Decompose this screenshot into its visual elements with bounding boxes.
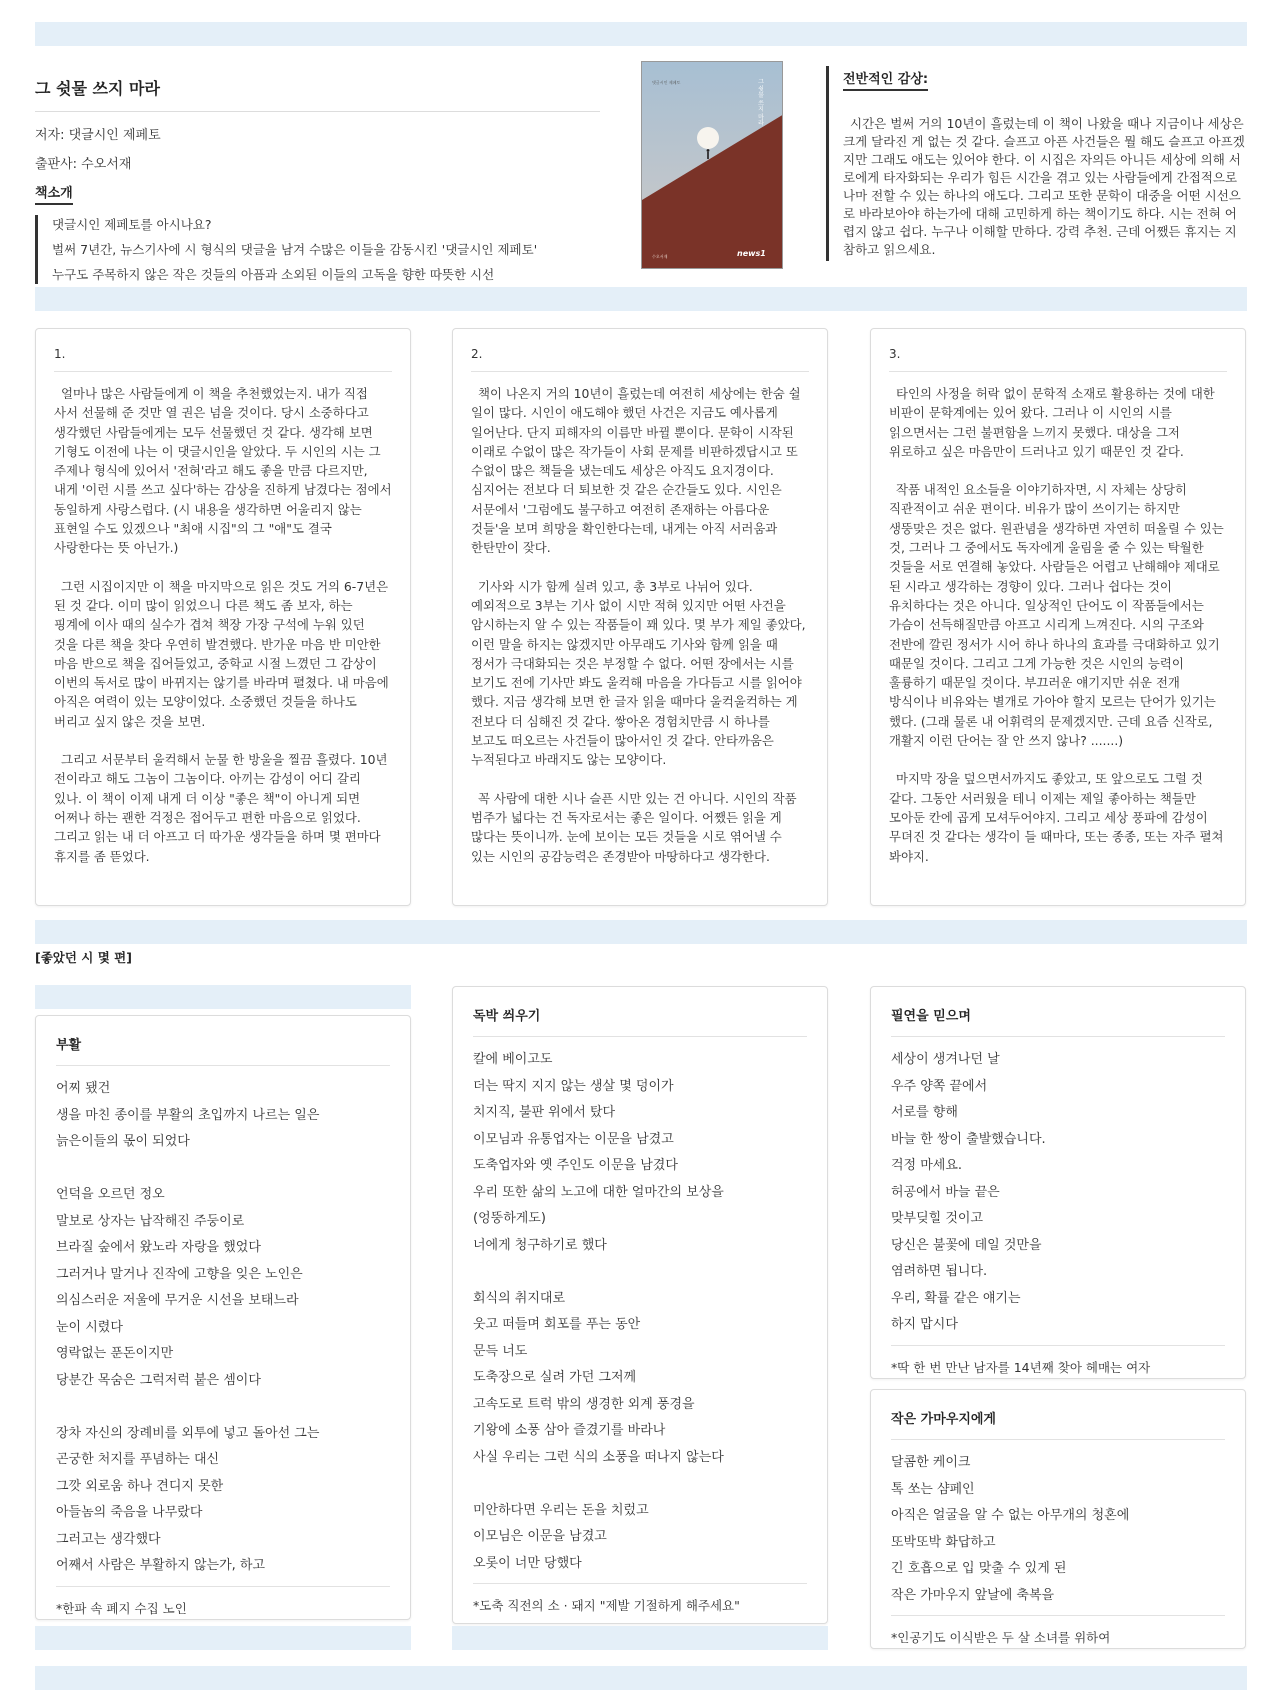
stanza-break — [56, 1156, 390, 1183]
review-card — [35, 328, 411, 906]
review-number: 2. — [471, 347, 809, 372]
poem-line: 우주 양쪽 끝에서 — [891, 1078, 988, 1094]
poem-line: 당신은 불꽃에 데일 것만을 — [891, 1237, 1042, 1253]
decorative-band — [35, 1666, 1247, 1690]
stanza-break — [56, 1394, 390, 1421]
stanza-break — [473, 1471, 807, 1498]
poem-line: 오롯이 너만 당했다 — [473, 1555, 582, 1571]
poem-line: 브라질 숲에서 왔노라 자랑을 했었다 — [56, 1240, 261, 1255]
poem-line: 의심스러운 저울에 무거운 시선을 보태느라 — [56, 1293, 299, 1308]
poem-line: 너에게 청구하기로 했다 — [473, 1237, 607, 1253]
poem-lines — [56, 1076, 390, 1580]
stanza-break — [473, 1259, 807, 1286]
poem-line: (엉뚱하게도) — [473, 1211, 546, 1226]
poem-line: 그러고는 생각했다 — [56, 1531, 161, 1547]
poem-title: 작은 가마우지에게 — [891, 1404, 1225, 1440]
cover-small-text: 댓글시인 제페토 — [652, 80, 681, 85]
cover-title-text: 그 쉿물 쓰지 마라 — [756, 78, 764, 126]
decorative-band — [35, 287, 1247, 311]
poem-line: 아직은 얼굴을 알 수 없는 아무개의 청혼에 — [891, 1508, 1130, 1523]
book-title: 그 쉿물 쓰지 마라 — [35, 66, 600, 112]
favorites-label: [좋았던 시 몇 편] — [35, 950, 132, 965]
poem-title: 독박 씌우기 — [473, 1001, 807, 1037]
intro-quote — [35, 215, 600, 284]
review-paragraph: 그리고 서문부터 울컥해서 눈물 한 방울을 찔끔 흘렸다. 10년 전이라고 해도 그놈이 그놈이다. 아끼는 감성이 어디 갈리 있나. 이 책이 이제 내게 더 이상 "좋은 책"이 아니게 되면 어쩌나 하는 괜한 걱정은 접어두고 편한 마음으로 읽었다. 그리고 읽는 내 더 아프고 더 따가운 생각들을 하며 몇 편마다 휴지를 좀 뜯었다. — [54, 752, 388, 864]
review-paragraph: 꼭 사람에 대한 시나 슬픈 시만 있는 건 아니다. 시인의 작품 범주가 넓다는 건 독자로서는 좋은 일이다. 어쨌든 읽을 게 많다는 뜻이니까. 눈에 보이는 모든 것들을 시로 엮어낼 수 있는 시인의 공감능력은 존경받아 마땅하다고 생각한다. — [471, 790, 797, 864]
poem-line: 어찌 됐건 — [56, 1081, 111, 1096]
review-paragraph: 작품 내적인 요소들을 이야기하자면, 시 자체는 상당히 직관적이고 쉬운 편이다. 비유가 많이 쓰이기는 하지만 생뚱맞은 것은 없다. 원관념을 생각하면 자연히 떠올릴 수 있는 것, 그러나 그 중에서도 독자에게 울림을 줄 수 있는 탁월한 것들을 서로 연결해 놓았다. 사람들은 어렵고 난해해야 제대로 된 시라고 생각하는 경향이 있다. 그러나 쉽다는 것이 유치하다는 것은 아니다. 일상적인 단어도 이 작품들에서는 가슴이 선득해질만큼 아프고 시리게 느껴진다. 시의 구조와 전반에 깔린 정서가 시어 하나 하나의 효과를 극대화하고 있기 때문일 것이다. 그리고 그게 가능한 것은 시인의 능력이 훌륭하기 때문일 것이다. 부끄러운 얘기지만 쉬운 전개 방식이나 비유와는 별개로 가아야 할지 모르는 단어가 있기는 했다. (그래 물론 내 어휘력의 문제겠지만. 근데 요즘 신작로, 개활지 이런 단어는 잘 안 쓰지 않나? .......) — [889, 482, 1224, 749]
decorative-band — [35, 1626, 411, 1650]
poem-note: *딱 한 번 만난 남자를 14년째 찾아 헤매는 여자 — [891, 1345, 1225, 1376]
book-info — [35, 66, 600, 284]
review-number: 1. — [54, 347, 392, 372]
poem-line: 서로를 향해 — [891, 1105, 958, 1120]
poem-line: 눈이 시렸다 — [56, 1319, 123, 1335]
intro-line: 누구도 주목하지 않은 작은 것들의 아픔과 소외된 이들의 고독을 향한 따뜻한 시선 — [52, 267, 495, 282]
review-paragraph: 기사와 시가 함께 실려 있고, 총 3부로 나뉘어 있다. 예외적으로 3부는 기사 없이 시만 적혀 있지만 어떤 사건을 암시하는지 알 수 있는 작품들이 꽤 있다. 몇 부가 제일 좋았다, 이런 말을 하지는 않겠지만 아무래도 기사와 함께 읽을 때 정서가 극대화되는 것은 부정할 수 없다. 어떤 장에서는 시를 보기도 전에 기사만 봐도 울컥해 마음을 가다듬고 시를 읽어야 했다. 지금 생각해 보면 한 글자 읽을 때마다 울컥울컥하는 게 전보다 더 심해진 것 같다. 쌓아온 경험치만큼 시 하나를 보고도 떠오르는 사건들이 많아서인 것 같다. 안타까움은 누적된다고 바래지도 않는 모양이다. — [471, 578, 806, 768]
poem-line: 문득 너도 — [473, 1343, 528, 1359]
poem-line: 우리 또한 삶의 노고에 대한 얼마간의 보상을 — [473, 1184, 724, 1200]
review-card — [452, 328, 828, 906]
decorative-band — [35, 22, 1247, 46]
poem-line: 또박또박 화답하고 — [891, 1534, 996, 1550]
poem-card — [452, 986, 828, 1624]
poem-line: 어째서 사람은 부활하지 않는가, 하고 — [56, 1558, 266, 1573]
news-logo: news1 — [737, 249, 766, 258]
overall-heading: 전반적인 감상: — [843, 68, 928, 91]
poem-line: 웃고 떠들며 회포를 푸는 동안 — [473, 1317, 641, 1332]
overall-body: 시간은 벌써 거의 10년이 흘렀는데 이 책이 나왔을 때나 지금이나 세상은 크게 달라진 게 없는 것 같다. 슬프고 아픈 사건들은 뭘 해도 슬프고 아프겠지만 그래도 애도는 있어야 한다. 이 시집은 자의든 아니든 세상에 의해 서로에게 타자화되는 우리가 힘든 시간을 겪고 있는 사람들에게 간접적으로나마 전할 수 있는 하나의 애도다. 그리고 또한 문학이 대중을 어떤 시선으로 바라보아야 하는가에 대해 고민하게 하는 책이기도 하다. 시는 전혀 어렵지 않고 쉽다. 누구나 이해할 만하다. 강력 추천. 근데 어쨌든 휴지는 지참하고 읽으세요. — [843, 116, 1245, 257]
poem-line: 장차 자신의 장례비를 외투에 넣고 돌아선 그는 — [56, 1425, 320, 1441]
poem-line: 염려하면 됩니다. — [891, 1264, 988, 1279]
poem-line: 늙은이들의 몫이 되었다 — [56, 1134, 190, 1149]
poem-line: 톡 쏘는 샴페인 — [891, 1481, 975, 1497]
poem-line: 그러거나 말거나 진작에 고향을 잊은 노인은 — [56, 1266, 303, 1282]
poem-title: 부활 — [56, 1030, 390, 1066]
poem-line: 칼에 베이고도 — [473, 1052, 553, 1067]
poem-line: 우리, 확률 같은 얘기는 — [891, 1290, 1021, 1306]
review-paragraph: 마지막 장을 덮으면서까지도 좋았고, 또 앞으로도 그럴 것 같다. 그동안 서러웠을 테니 이제는 제일 좋아하는 책들만 모아둔 칸에 곱게 모셔두어야지. 그리고 세상 풍파에 감성이 무뎌진 것 같다는 생각이 들 때마다, 또는 종종, 또는 자주 펼쳐 봐야지. — [889, 771, 1224, 864]
poem-line: 사실 우리는 그런 식의 소풍을 떠나지 않는다 — [473, 1449, 724, 1465]
poem-line: 달콤한 케이크 — [891, 1455, 971, 1470]
poem-line: 회식의 취지대로 — [473, 1290, 566, 1306]
poem-lines — [891, 1047, 1225, 1339]
poem-card — [870, 986, 1246, 1379]
decorative-band — [452, 1626, 828, 1650]
poem-line: 세상이 생겨나던 날 — [891, 1052, 1000, 1067]
book-cover-image — [641, 61, 783, 269]
review-card — [870, 328, 1246, 906]
decorative-band — [35, 985, 411, 1009]
poem-line: 긴 호흡으로 입 맞출 수 있게 된 — [891, 1561, 1067, 1576]
poem-line: 하지 맙시다 — [891, 1317, 958, 1332]
poem-lines — [473, 1047, 807, 1577]
poem-line: 말보로 상자는 납작해진 주둥이로 — [56, 1213, 245, 1229]
review-number: 3. — [889, 347, 1227, 372]
poem-card — [35, 1015, 411, 1620]
book-author: 저자: 댓글시인 제페토 — [35, 128, 161, 143]
poem-line: 치지직, 불판 위에서 탔다 — [473, 1105, 616, 1120]
moon-shape — [697, 127, 719, 149]
poem-line: 곤궁한 처지를 푸념하는 대신 — [56, 1452, 220, 1467]
poem-line: 영락없는 푼돈이지만 — [56, 1346, 174, 1361]
intro-line: 벌써 7년간, 뉴스기사에 시 형식의 댓글을 남겨 수많은 이들을 감동시킨 '댓글시인 제페토' — [52, 242, 538, 257]
decorative-band — [35, 920, 1247, 944]
poem-line: 고속도로 트럭 밖의 생경한 외계 풍경을 — [473, 1396, 695, 1412]
poem-title: 필연을 믿으며 — [891, 1001, 1225, 1037]
poem-line: 바늘 한 쌍이 출발했습니다. — [891, 1131, 1046, 1147]
poem-note: *한파 속 폐지 수집 노인 — [56, 1586, 390, 1617]
poem-lines — [891, 1450, 1225, 1609]
poem-line: 당분간 목숨은 그럭저럭 붙은 셈이다 — [56, 1372, 261, 1388]
poem-line: 허공에서 바늘 끝은 — [891, 1184, 1000, 1200]
poem-line: 작은 가마우지 앞날에 축복을 — [891, 1587, 1055, 1603]
poem-line: 아들놈의 죽음을 나무랐다 — [56, 1505, 203, 1520]
review-paragraph: 책이 나온지 거의 10년이 흘렀는데 여전히 세상에는 한숨 쉴 일이 많다. 시인이 애도해야 했던 사건은 지금도 예사롭게 일어난다. 단지 피해자의 이름만 바뀔 뿐이다. 문학이 시작된 이래로 수없이 많은 작가들이 사회 문제를 비판하겠답시고 또 수없이 많은 책들을 냈는데도 세상은 아직도 요지경이다. 심지어는 전보다 더 퇴보한 것 같은 순간들도 있다. 시인은 서문에서 '그럼에도 불구하고 여전히 존재하는 아름다운 것들'을 보며 희망을 확인한다는데, 내게는 아직 서러움과 한탄만이 잦다. — [471, 386, 801, 556]
book-publisher: 출판사: 수오서재 — [35, 157, 132, 172]
cover-publisher-text: 수오서재 — [652, 254, 668, 259]
poem-line: 기왕에 소풍 삼아 즐겼기를 바라나 — [473, 1423, 666, 1438]
intro-heading: 책소개 — [35, 182, 73, 205]
poem-line: 맞부딪힐 것이고 — [891, 1211, 984, 1226]
poem-line: 이모님과 유통업자는 이문을 남겼고 — [473, 1131, 674, 1147]
review-paragraph: 얼마나 많은 사람들에게 이 책을 추천했었는지. 내가 직접 사서 선물해 준 것만 열 권은 넘을 것이다. 당시 소중하다고 생각했던 사람들에게는 모두 선물했던 것 같다. 생각해 보면 기형도 이전에 나는 이 댓글시인을 알았다. 두 시인의 시는 그 주제나 형식에 있어서 '전혀'라고 해도 좋을 만큼 다르지만, 내게 '이런 시를 쓰고 싶다'하는 감상을 진하게 남겼다는 점에서 동일하게 사랑스럽다. (시 내용을 생각하면 어울리지 않는 표현일 수도 있겠으나 "최애 시집"의 그 "애"도 결국 사랑한다는 뜻 아닌가.) — [54, 386, 392, 556]
poem-line: 그깟 외로움 하나 견디지 못한 — [56, 1478, 224, 1494]
poem-note: *인공기도 이식받은 두 살 소녀를 위하여 — [891, 1615, 1225, 1646]
review-paragraph: 타인의 사정을 허락 없이 문학적 소재로 활용하는 것에 대한 비판이 문학계에는 있어 왔다. 그러나 이 시인의 시를 읽으면서는 그런 불편함을 느끼지 못했다. 대상을 그저 위로하고 싶은 마음만이 드러나고 있기 때문인 것 같다. — [889, 386, 1215, 459]
poem-line: 언덕을 오르던 정오 — [56, 1187, 165, 1202]
poem-line: 생을 마친 종이를 부활의 초입까지 나르는 일은 — [56, 1107, 320, 1123]
review-paragraph: 그런 시집이지만 이 책을 마지막으로 읽은 것도 거의 6-7년은 된 것 같다. 이미 많이 읽었으니 다른 책도 좀 보자, 하는 핑계에 이사 때의 실수가 겹쳐 책장 가장 구석에 누워 있던 것을 다른 책을 찾다 우연히 발견했다. 반가운 마음 반 미안한 마음 반으로 책을 집어들었고, 중학교 시절 느꼈던 그 감상이 이번의 독서로 많이 바뀌지는 않기를 바라며 펼쳤다. 내 마음에 아직은 여력이 있는 모양이었다. 소중했던 것들을 하나도 버리고 싶지 않은 것을 보면. — [54, 578, 389, 729]
poem-line: 미안하다면 우리는 돈을 치렀고 — [473, 1502, 649, 1518]
poem-note: *도축 직전의 소 · 돼지 "제발 기절하게 해주세요" — [473, 1583, 807, 1614]
intro-line: 댓글시인 제페토를 아시나요? — [52, 217, 212, 232]
poem-card — [870, 1389, 1246, 1649]
overall-impression — [826, 66, 1246, 261]
poem-line: 이모님은 이문을 남겼고 — [473, 1529, 607, 1544]
poem-line: 도축업자와 옛 주인도 이문을 남겼다 — [473, 1158, 678, 1173]
poem-line: 도축장으로 실려 가던 그저께 — [473, 1370, 637, 1385]
poem-line: 더는 딱지 지지 않는 생살 몇 덩이가 — [473, 1078, 674, 1094]
poem-line: 걱정 마세요. — [891, 1158, 963, 1173]
book-cover-art — [642, 62, 783, 269]
